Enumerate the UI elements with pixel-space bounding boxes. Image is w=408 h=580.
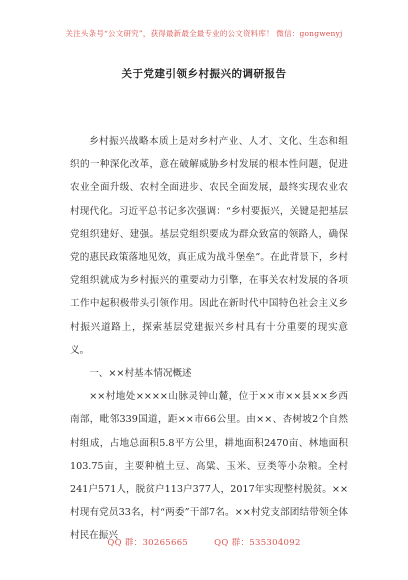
section-heading: 一、××村基本情况概述 xyxy=(89,368,192,380)
footer-qq-group-2: QQ 群：535304092 xyxy=(214,538,301,548)
paragraph-intro: 乡村振兴战略本质上是对乡村产业、人才、文化、生态和组织的一种深化改革，意在破解威胁乡村发展的根本性问题，促进农业全面升级、农村全面进步、农民全面发展，最终实现农业农村现代化。习近平总书记多次强调：“乡村要振兴，关键是把基层党组织建好、建强。基层党组织要成为群众致富的领路人，确保党的惠民政策落地见效，真正成为战斗堡垒”。在此背景下，乡村党组织就成为乡村振兴的重要动力引擎，在事关农村发展的各项工作中起积极带头引领作用。因此在新时代中国特色社会主义乡村振兴道路上，探索基层党建振兴乡村具有十分重要的现实意义。 xyxy=(70,136,348,356)
document-body xyxy=(70,130,348,548)
footer-qq-group-1: QQ 群：30265665 xyxy=(107,538,189,548)
header-note: 关注头条号“公文研究”，获得最新最全最专业的公文资料库！ 微信：gongwenyj xyxy=(65,29,343,38)
paragraph-village-overview: ××村地处××××山脉灵钟山麓，位于××市××县××乡西南部，毗邻339国道，距××市66公里。由××、杏树坡2个自然村组成，占地总面积5.8平方公里，耕地面积2470亩、林地面积103.75亩，主要种植土豆、高粱、玉米、豆类等小杂粮。全村241户571人，脱贫户113户377人，2017年实现整村脱贫。××村现有党员33名，村“两委”干部7名。××村党支部团结带领全体村民在振兴 xyxy=(70,391,348,542)
footer-contacts xyxy=(0,536,408,548)
document-title: 关于党建引领乡村振兴的调研报告 xyxy=(121,68,287,80)
